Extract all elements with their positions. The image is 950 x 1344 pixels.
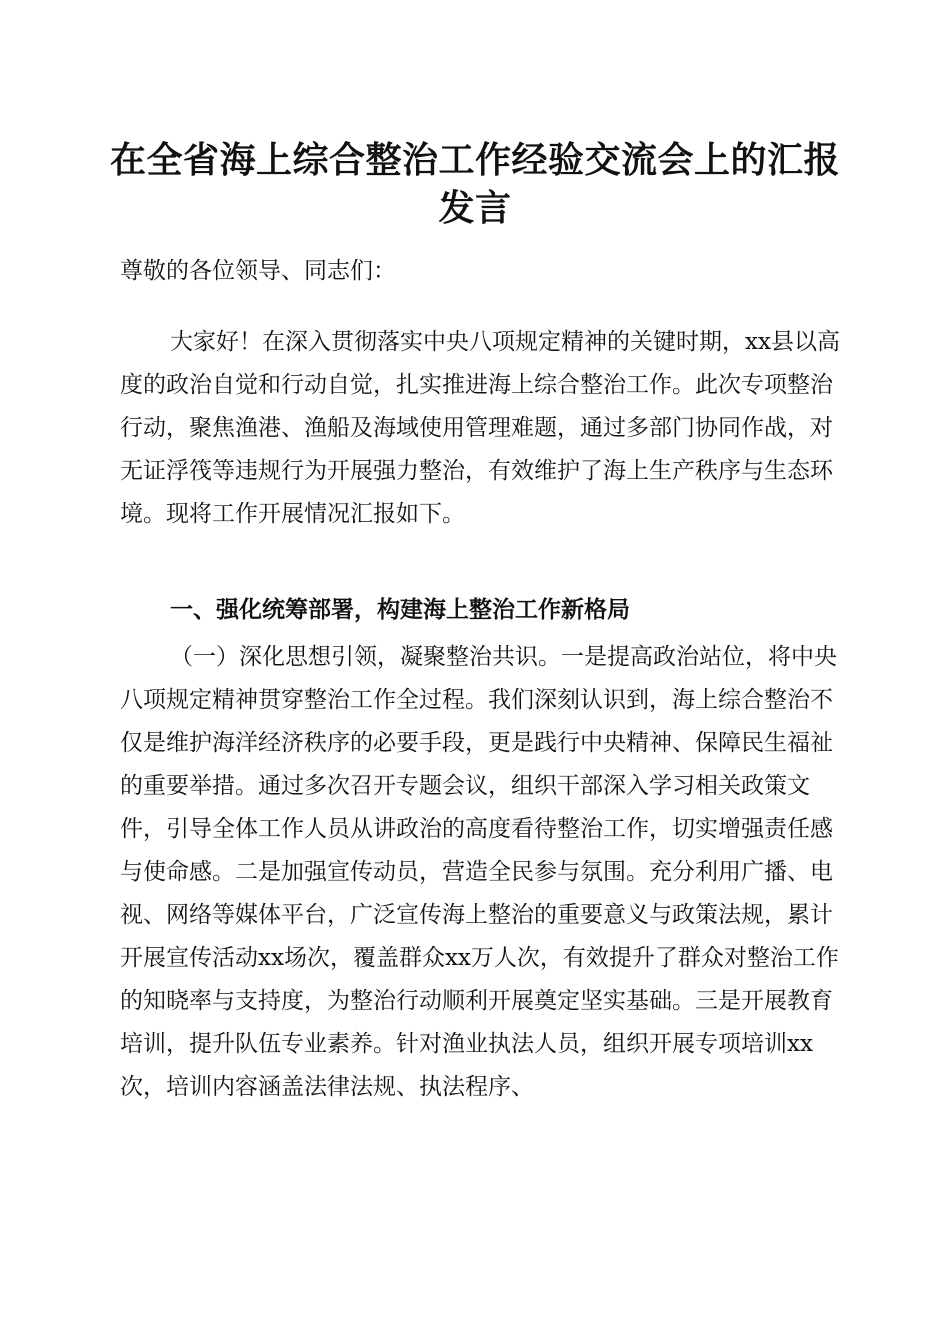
document-title-line-1: 在全省海上综合整治工作经验交流会上的汇报 bbox=[109, 139, 840, 181]
section-1-heading: 一、强化统筹部署，构建海上整治工作新格局 bbox=[170, 597, 630, 623]
intro-paragraph: 大家好！在深入贯彻落实中央八项规定精神的关键时期，xx县以高度的政治自觉和行动自觉，扎实推进海上综合整治工作。此次专项整治行动，聚焦渔港、渔船及海域使用管理难题，通过多部门协同作战，对无证浮筏等违规行为开展强力整治，有效维护了海上生产秩序与生态环境。现将工作开展情况汇报如下。 bbox=[120, 329, 840, 527]
salutation: 尊敬的各位领导、同志们： bbox=[120, 258, 396, 284]
document-title-line-2: 发言 bbox=[438, 187, 512, 229]
section-1-paragraph: （一）深化思想引领，凝聚整治共识。一是提高政治站位，将中央八项规定精神贯穿整治工作全过程。我们深刻认识到，海上综合整治不仅是维护海洋经济秩序的必要手段，更是践行中央精神、保障民生福祉的重要举措。通过多次召开专题会议，组织干部深入学习相关政策文件，引导全体工作人员从讲政治的高度看待整治工作，切实增强责任感与使命感。二是加强宣传动员，营造全民参与氛围。充分利用广播、电视、网络等媒体平台，广泛宣传海上整治的重要意义与政策法规，累计开展宣传活动xx场次，覆盖群众xx万人次，有效提升了群众对整治工作的知晓率与支持度，为整治行动顺利开展奠定坚实基础。三是开展教育培训，提升队伍专业素养。针对渔业执法人员，组织开展专项培训xx次，培训内容涵盖法律法规、执法程序、 bbox=[120, 644, 839, 1100]
